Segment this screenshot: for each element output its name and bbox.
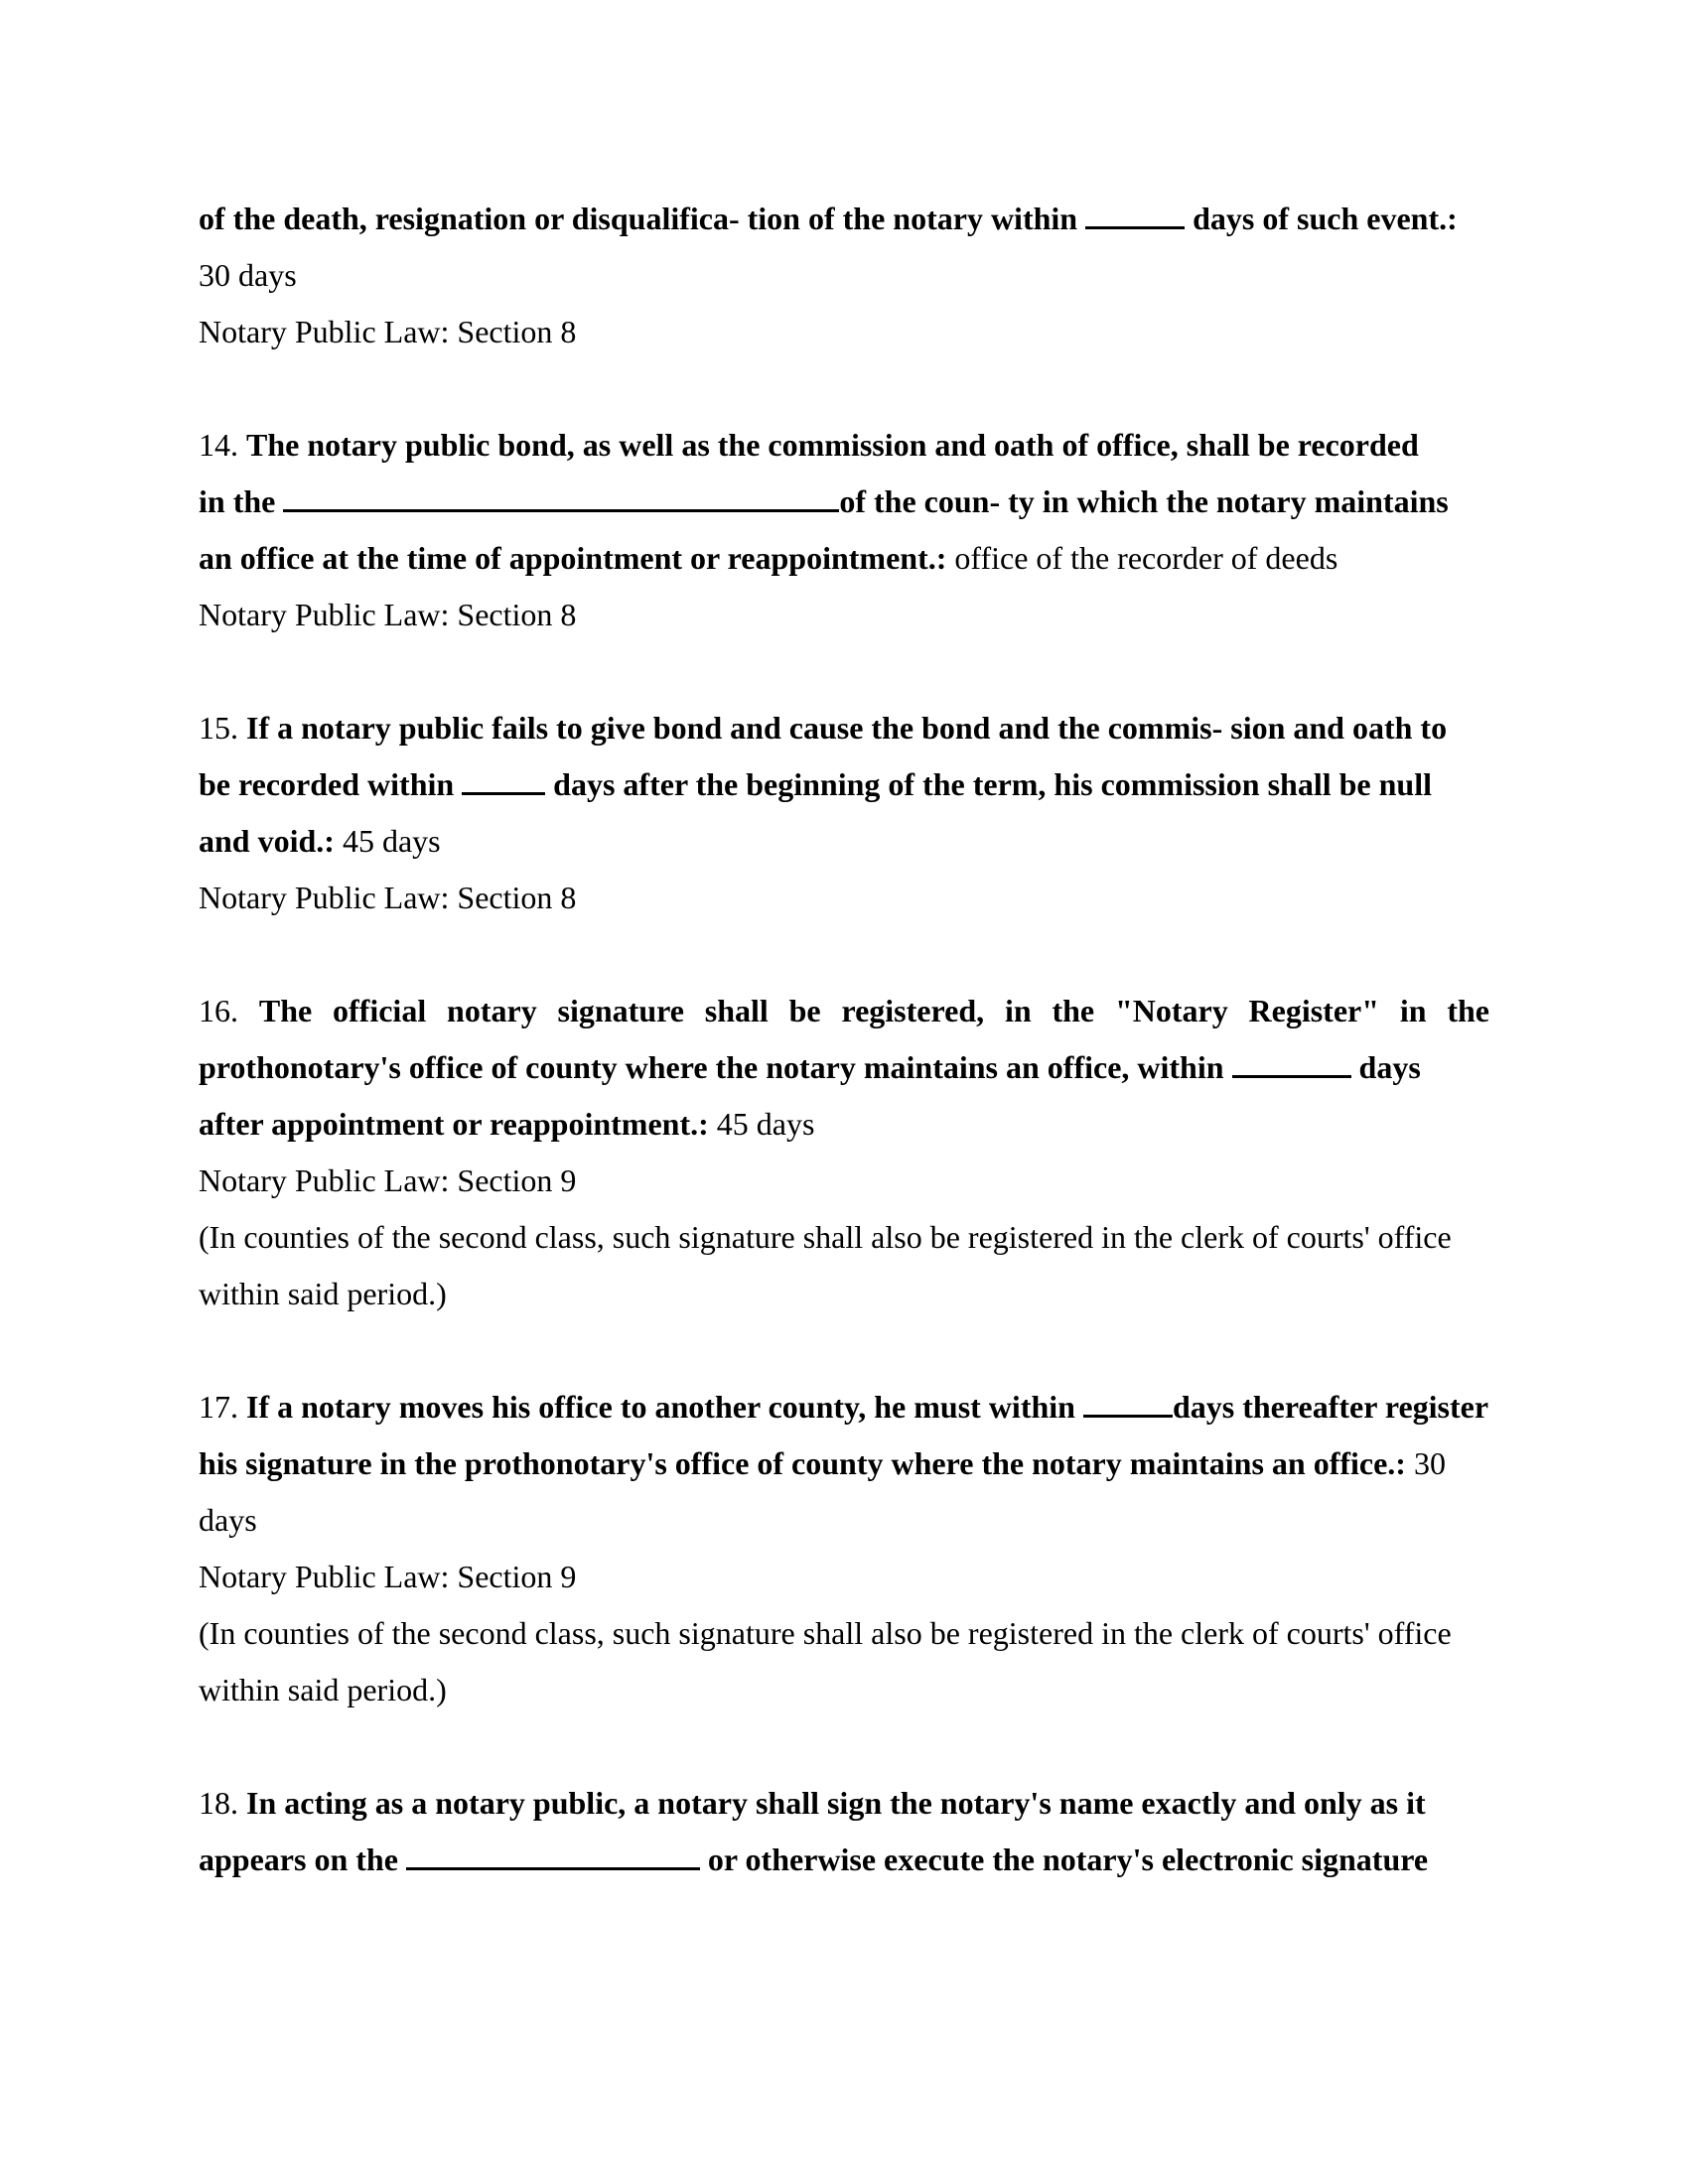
- q14-blank: [283, 485, 839, 512]
- q18-text: In acting as a notary public, a notary shall sign the notary's name exactly and only as it: [246, 1785, 1426, 1821]
- spacer: [199, 1718, 1489, 1775]
- q16-text: The official notary signature shall be registered, in the "Notary Register" in the: [258, 993, 1489, 1028]
- q15-blank: [462, 768, 545, 795]
- q16-blank: [1232, 1051, 1351, 1078]
- q17-citation: Notary Public Law: Section 9: [199, 1559, 577, 1594]
- q15-answer: 45 days: [334, 823, 441, 859]
- q18-blank: [406, 1843, 700, 1870]
- document-page: [199, 191, 1489, 1888]
- q14-answer: office of the recorder of deeds: [946, 540, 1338, 576]
- q16-note-line2: within said period.): [199, 1276, 447, 1311]
- q18-text-2b: or otherwise execute the notary's electronic signature: [699, 1842, 1429, 1877]
- q14-question-line1: [199, 417, 1489, 474]
- q15-text: If a notary public fails to give bond and cause the bond and the commis- sion and oath to: [246, 710, 1448, 746]
- q16-citation: Notary Public Law: Section 9: [199, 1162, 577, 1198]
- q18-number: 18.: [199, 1785, 246, 1821]
- q18-text-2a: appears on the: [199, 1842, 406, 1877]
- q13-blank: [1085, 203, 1185, 229]
- q17-note-line1: (In counties of the second class, such signature shall also be registered in the clerk of courts' office: [199, 1615, 1452, 1651]
- q14-number: 14.: [199, 427, 246, 463]
- q13-answer: 30 days: [199, 257, 297, 293]
- q14-question-line2: [199, 474, 1489, 530]
- q15-text-3: and void.:: [199, 823, 335, 859]
- q17-text-1a: If a notary moves his office to another county, he must within: [246, 1389, 1083, 1425]
- q17-text-1b: days thereafter register: [1172, 1389, 1489, 1425]
- q17-question-line2: [199, 1435, 1489, 1492]
- q16-question-line2: [199, 1039, 1489, 1096]
- q13-question-line1: [199, 191, 1489, 247]
- q16-text-2a: prothonotary's office of county where the notary maintains an office, within: [199, 1049, 1232, 1085]
- q17-question-line1: [199, 1379, 1489, 1435]
- q18-question-line2: [199, 1832, 1489, 1888]
- q15-question-line2: [199, 756, 1489, 813]
- spacer: [199, 1322, 1489, 1379]
- q14-text: The notary public bond, as well as the commission and oath of office, shall be recorded: [246, 427, 1419, 463]
- q16-number: 16.: [199, 993, 259, 1028]
- q17-answer-part1: 30: [1405, 1445, 1446, 1481]
- q17-blank: [1083, 1391, 1173, 1418]
- q15-text-2a: be recorded within: [199, 766, 463, 802]
- q17-text-2: his signature in the prothonotary's office of county where the notary maintains an office.:: [199, 1445, 1406, 1481]
- q15-citation: Notary Public Law: Section 8: [199, 880, 577, 915]
- q14-citation: Notary Public Law: Section 8: [199, 597, 577, 632]
- q13-text-end: days of such event.:: [1185, 201, 1458, 236]
- q13-citation: Notary Public Law: Section 8: [199, 314, 577, 349]
- q17-note-line2: within said period.): [199, 1672, 447, 1707]
- q17-number: 17.: [199, 1389, 246, 1425]
- q15-number: 15.: [199, 710, 246, 746]
- q18-question-line1: [199, 1775, 1489, 1832]
- spacer: [199, 926, 1489, 983]
- q17-answer-part2: days: [199, 1502, 257, 1538]
- q15-question-line1: [199, 700, 1489, 756]
- q16-answer: 45 days: [708, 1106, 815, 1142]
- q16-question-line1: [199, 983, 1489, 1039]
- spacer: [199, 643, 1489, 700]
- q14-text-3: an office at the time of appointment or reappointment.:: [199, 540, 947, 576]
- q14-text-2a: in the: [199, 483, 284, 519]
- q14-question-line3: [199, 530, 1489, 587]
- q15-text-2b: days after the beginning of the term, his commission shall be null: [545, 766, 1432, 802]
- q15-question-line3: [199, 813, 1489, 870]
- spacer: [199, 360, 1489, 417]
- q13-text: of the death, resignation or disqualifica- tion of the notary within: [199, 201, 1086, 236]
- q16-text-3: after appointment or reappointment.:: [199, 1106, 709, 1142]
- q16-note-line1: (In counties of the second class, such signature shall also be registered in the clerk of courts' office: [199, 1219, 1452, 1255]
- q16-text-2b: days: [1350, 1049, 1421, 1085]
- q16-question-line3: [199, 1096, 1489, 1153]
- q14-text-2b: of the coun- ty in which the notary maintains: [839, 483, 1449, 519]
